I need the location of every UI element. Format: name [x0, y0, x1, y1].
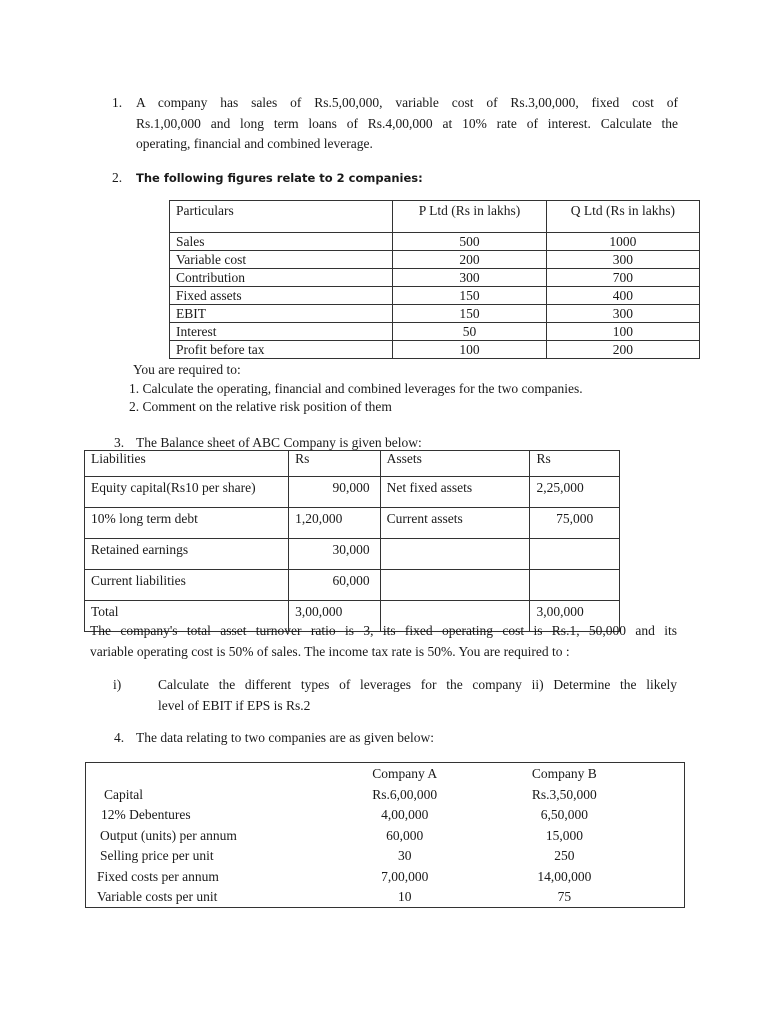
- asset-value: [530, 570, 620, 601]
- header-rs-assets: Rs: [530, 451, 620, 477]
- row-label: Variable cost: [170, 251, 393, 269]
- asset-label: [380, 570, 530, 601]
- row-label: Contribution: [170, 269, 393, 287]
- q3-text-line-2: variable operating cost is 50% of sales. The income tax rate is 50%. You are required to :: [90, 643, 570, 659]
- company-a-value: 10: [397, 889, 412, 904]
- q4-title: The data relating to two companies are as given below:: [136, 730, 435, 745]
- header-rs-liabilities: Rs: [289, 451, 381, 477]
- q3-item-line-1: Calculate the different types of leverages for the company ii) Determine the likely: [158, 677, 677, 692]
- liability-value: 3,00,000: [289, 601, 381, 632]
- company-a-value: 7,00,000: [381, 868, 429, 884]
- q-ltd-value: 1000: [546, 233, 699, 251]
- row-label: Capital: [104, 786, 143, 802]
- asset-value: 2,25,000: [530, 477, 620, 508]
- q1-number: 1.: [112, 95, 123, 110]
- company-b-value: 14,00,000: [537, 868, 592, 884]
- company-b-value: 75: [557, 889, 572, 904]
- q4-companies-table: [90, 764, 650, 908]
- p-ltd-value: 150: [393, 305, 546, 323]
- q-ltd-value: 700: [546, 269, 699, 287]
- header-company-a: Company A: [372, 766, 438, 781]
- table-row: [85, 477, 620, 508]
- table-row: [90, 867, 650, 888]
- liability-value: 60,000: [289, 570, 381, 601]
- q1-line-1: A company has sales of Rs.5,00,000, variable cost of Rs.3,00,000, fixed cost of: [136, 95, 678, 110]
- table-row: [170, 323, 700, 341]
- q2-requirement-1: 1. Calculate the operating, financial and combined leverages for the two companies.: [129, 381, 583, 396]
- q3-text-line-1: The company's total asset turnover ratio is 3, its fixed operating cost is Rs.1, 50,000 and its: [90, 623, 677, 638]
- liability-label: Current liabilities: [85, 570, 289, 601]
- p-ltd-value: 200: [393, 251, 546, 269]
- p-ltd-value: 500: [393, 233, 546, 251]
- liability-value: 30,000: [289, 539, 381, 570]
- q-ltd-value: 100: [546, 323, 699, 341]
- company-b-value: 6,50,000: [540, 807, 588, 822]
- asset-value: 75,000: [530, 508, 620, 539]
- q3-item-line-2: level of EBIT if EPS is Rs.2: [158, 697, 311, 713]
- liability-label: Retained earnings: [85, 539, 289, 570]
- q-ltd-value: 200: [546, 341, 699, 359]
- table-row: [170, 305, 700, 323]
- q1-line-2: Rs.1,00,000 and long term loans of Rs.4,00,000 at 10% rate of interest. Calculate the: [136, 115, 678, 131]
- q2-title: The following figures relate to 2 companies:: [136, 171, 423, 185]
- liability-label: Equity capital(Rs10 per share): [85, 477, 289, 508]
- company-a-value: 30: [397, 848, 412, 863]
- table-row: [170, 341, 700, 359]
- header-blank: [90, 764, 331, 785]
- table-row: [90, 887, 650, 908]
- table-row: [170, 251, 700, 269]
- row-label: Fixed costs per annum: [97, 868, 219, 884]
- company-b-value: 15,000: [545, 827, 583, 843]
- q-ltd-value: 300: [546, 305, 699, 323]
- q2-number: 2.: [112, 170, 123, 185]
- company-a-value: Rs.6,00,000: [372, 786, 438, 802]
- q2-companies-table: [169, 200, 700, 359]
- row-label: EBIT: [170, 305, 393, 323]
- asset-value: [530, 539, 620, 570]
- row-label: Output (units) per annum: [100, 827, 237, 843]
- row-label: Variable costs per unit: [97, 889, 218, 904]
- header-liabilities: Liabilities: [85, 451, 289, 477]
- q4-number: 4.: [114, 730, 125, 745]
- header-particulars: Particulars: [170, 201, 393, 233]
- q2-requirement-2: 2. Comment on the relative risk position of them: [129, 399, 392, 414]
- table-row: [85, 508, 620, 539]
- header-p-ltd: P Ltd (Rs in lakhs): [393, 201, 546, 233]
- asset-label: Current assets: [380, 508, 530, 539]
- table-row: [170, 269, 700, 287]
- table-row: [85, 570, 620, 601]
- table-header-row: [170, 201, 700, 233]
- company-a-value: 60,000: [386, 827, 424, 843]
- liability-label: Total: [85, 601, 289, 632]
- table-row: [90, 805, 650, 826]
- q1-text: [136, 93, 678, 155]
- row-label: Profit before tax: [170, 341, 393, 359]
- q3-item: [158, 675, 677, 716]
- q1-line-3: operating, financial and combined leverage.: [136, 136, 373, 151]
- company-a-value: 4,00,000: [381, 807, 429, 822]
- table-row: [170, 233, 700, 251]
- row-label: Sales: [170, 233, 393, 251]
- q3-item-marker: i): [113, 677, 122, 692]
- p-ltd-value: 150: [393, 287, 546, 305]
- p-ltd-value: 50: [393, 323, 546, 341]
- header-q-ltd: Q Ltd (Rs in lakhs): [546, 201, 699, 233]
- table-row: [90, 826, 650, 847]
- table-row: [85, 539, 620, 570]
- row-label: Interest: [170, 323, 393, 341]
- q3-description: [90, 621, 677, 662]
- q-ltd-value: 300: [546, 251, 699, 269]
- p-ltd-value: 100: [393, 341, 546, 359]
- company-b-value: Rs.3,50,000: [531, 786, 597, 802]
- q3-title: The Balance sheet of ABC Company is given below:: [136, 435, 422, 450]
- table-header-row: [85, 451, 620, 477]
- table-row: [90, 785, 650, 806]
- table-row: [90, 846, 650, 867]
- liability-value: 1,20,000: [289, 508, 381, 539]
- liability-value: 90,000: [289, 477, 381, 508]
- header-company-b: Company B: [531, 766, 597, 781]
- header-assets: Assets: [380, 451, 530, 477]
- liability-label: 10% long term debt: [85, 508, 289, 539]
- q3-balance-sheet-table: [84, 450, 620, 632]
- row-label: Selling price per unit: [100, 848, 214, 863]
- q-ltd-value: 400: [546, 287, 699, 305]
- table-header-row: [90, 764, 650, 785]
- asset-label: Net fixed assets: [380, 477, 530, 508]
- asset-label: [380, 539, 530, 570]
- company-b-value: 250: [554, 848, 575, 863]
- p-ltd-value: 300: [393, 269, 546, 287]
- row-label: Fixed assets: [170, 287, 393, 305]
- table-row: [170, 287, 700, 305]
- q3-number: 3.: [114, 435, 125, 450]
- q2-required-intro: You are required to:: [133, 362, 241, 377]
- row-label: 12% Debentures: [101, 807, 191, 822]
- asset-value: 3,00,000: [530, 601, 620, 632]
